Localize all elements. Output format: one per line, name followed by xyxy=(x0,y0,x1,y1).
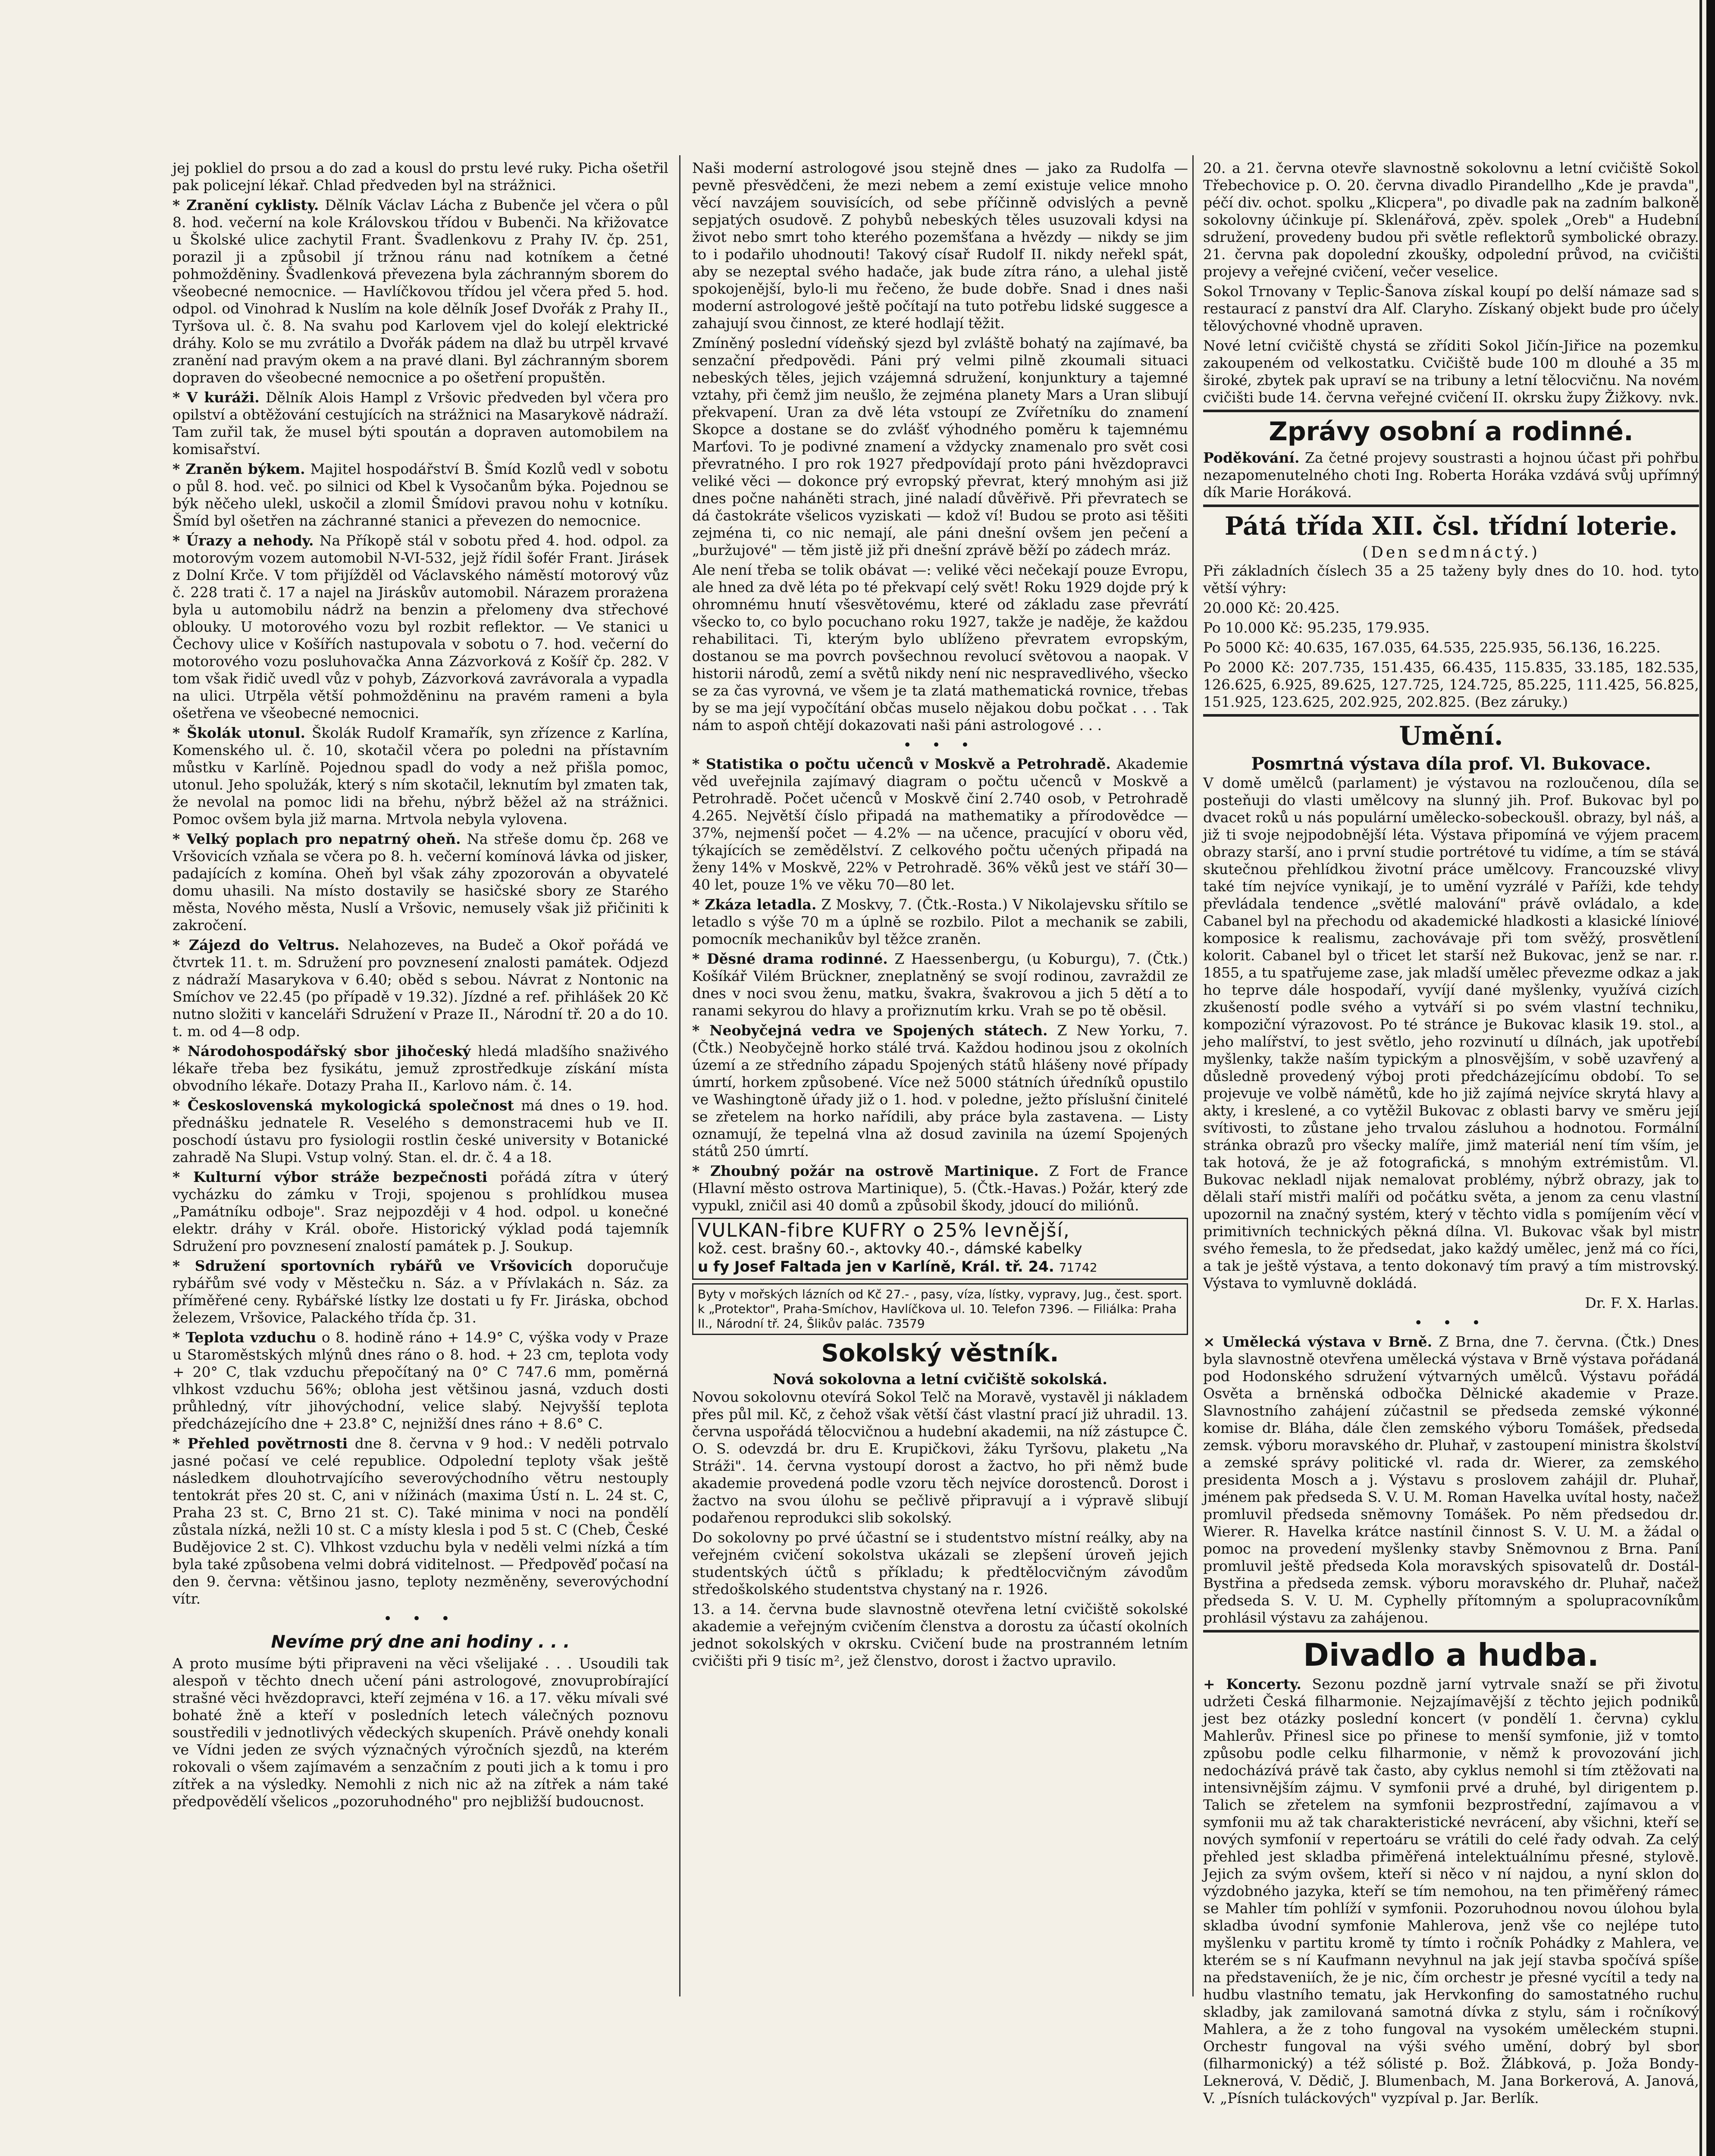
signature: Dr. F. X. Harlas. xyxy=(1585,1294,1699,1311)
article-head: Poděkování. xyxy=(1203,449,1300,466)
article-head: * Děsné drama rodinné. xyxy=(692,950,888,967)
article-paragraph: × Umělecká výstava v Brně. Z Brna, dne 7. června. (Čtk.) Dnes byla slavnostně otevřena umělecká výstava v Brně výstava pořádaná pod Hodonského sdružení výtvarných umělců. Výstavu pořádá Osvěta a brněnská odbočka Dělnické akademie v Praze. Slavnostního zahájení zúčastnil se předseda zemské výkonné komise dr. Bláha, dále člen zemského výboru Tomášek, předseda zemsk. výboru moravského dr. Pluhař, v zastoupení ministra školství a zemské správy politické vl. rada dr. Wierer, za zemského presidenta Mosch a j. Výstavu s proslovem zahájil dr. Pluhař, jménem pak předseda S. V. U. M. Roman Havelka uvítal hosty, načež promluvil předseda sněmovny Tomášek. Po něm předsedou dr. Wierer. R. Havelka krátce nastínil činnost S. V. U. M. a žádal o pomoc na provedení myšlenky stavby Sněmovnou z Brna. Paní promluvil ještě předseda Kola moravských spisovatelů dr. Dostál-Bystřina a předseda zemsk. výboru moravského dr. Pluhař, načež předseda S. V. U. M. Cyphelly přítomným a spolupracovníkům prohlásil výstavu za zahájenou. xyxy=(1203,1333,1699,1626)
article-paragraph: * Velký poplach pro nepatrný oheň. Na střeše domu čp. 268 ve Vršovicích vzňala se včera po 8. h. večerní komínová lávka od jisker, padajících z komína. Oheň byl však záhy zpozorován a obyvatelé domu uhasili. Na místo dostavily se hasičské sbory ze Starého města, Nového města, Nuslí a Vršovic, nemusely však již přičiniti k zakročení. xyxy=(172,830,668,934)
article-head: * Statistika o počtu učenců v Moskvě a Petrohradě. xyxy=(692,755,1111,772)
article-head: * Zraněn býkem. xyxy=(172,461,305,477)
column-rule-1 xyxy=(679,155,680,1996)
article-paragraph: * Zraněn býkem. Majitel hospodářství B. Šmíd Kozlů vedl v sobotu o půl 8. hod. več. po silnici od Kbel k Vysočanům býka. Pojednou se býk něčeho ulekl, uskočil a zlomil Šmídovi pravou nohu v kotníku. Šmíd byl ošetřen na záchranné stanici a převezen do nemocnice. xyxy=(172,461,668,529)
article-paragraph: Poděkování. Za četné projevy soustrasti a hojnou účast při pohřbu nezapomenutelného choti Ing. Roberta Horáka vzdává svůj upřímný dík Marie Horáková. xyxy=(1203,449,1699,501)
column-rule-2 xyxy=(1192,155,1194,1996)
signature: nvk. xyxy=(1668,389,1699,406)
article-paragraph: Nové letní cvičiště chystá se zříditi Sokol Jičín-Jiřice na pozemku zakoupeném od velkostatku. Cvičiště bude 100 m dlouhé a 35 m široké, zbytek pak upraví se na tribuny a letní tělocvičnu. Na novém cvičišti bude 14. června veřejné cvičení II. okrsku župy Žižkovy. nvk. xyxy=(1203,337,1699,406)
section-rule xyxy=(1203,714,1699,717)
article-head: + Koncerty. xyxy=(1203,1676,1301,1692)
section-title-theater: Divadlo a hudba. xyxy=(1303,1637,1599,1673)
section-rule xyxy=(1203,410,1699,412)
section-rule xyxy=(1203,1630,1699,1633)
article-head: * Neobyčejná vedra ve Spojených státech. xyxy=(692,1022,1048,1039)
article-paragraph: * Školák utonul. Školák Rudolf Kramařík, syn zřízence z Karlína, Komenského ul. č. 10, skotačil včera po poledni na přístavním můstku v Karlíně. Pojednou spadl do vody a než přišla pomoc, utonul. Jeho spolužák, který s ním skotačil, leknutím byl zmaten tak, že nevolal na pomoc lidi na břehu, nýbrž běžel až na strážnici. Pomoc ovšem byla již marna. Mrtvola nebyla vylovena. xyxy=(172,724,669,827)
lottery-line: Po 10.000 Kč: 95.235, 179.935. xyxy=(1203,619,1430,636)
article-paragraph: V domě umělců (parlament) je výstavou na rozloučenou, díla se posteňuji do vlasti umělcovy na slunný jih. Prof. Bukovac byl po dvacet roků u nás populární umělecko-sobeckoušl. obrazy, byl náš, a již ti svoje nejpodobnější léta. Výstava připomíná ve výjem pracem obrazy starší, ano i první studie portrétové tu vidíme, a tím se stává skutečnou přehlídkou životní práce umělcovy. Francouzské vlivy také tím nejvíce vynikají, je to umění vyzrálé v Paříži, kde tehdy převládala tendence „světlé malování" právě ovládalo, a kde Cabanel byl na přechodu od akademické hladkosti a klasické líniové komposice k realismu, zachovávaje při tom svěžý, prosvětlení kolorit. Cabanel byl o třicet let starší než Bukovac, jenž se nar. r. 1855, a tu spatřujeme zase, jak mladší umělec převezme odkaz a jak ho teprve dále hospodaří, vyvíjí dané myšlenky, využívá cizích zkušeností podle svého a vytváří si po svém vlastní techniku, kompoziční výrazovost. Po té stránce je Bukovac klasik 19. stol., a jeho malířství, to jest světlo, jeho rozvinutí u dílnách, jak upotřebí myšlenky, takže naším typickým a plnosvějším, v sobě uzavřený a důsledně provedený výboj proti předcházejícímu období. To se projevuje ve volbě námětů, kde ho již zajímá nejvíce skrytá hlavy a akty, i kreslené, a co vytěžil Bukovac z oblasti barvy ve směru její svítivosti, to zůstane jeho trvalou zásluhou a hodnotou. Formální stránka obrazů pro všecky malíře, jimž materiál není tím vším, je tak hotová, že je až fotografická, s mnohým extrémistům. Vl. Bukovac nekladl nijak nemalovat problémy, nýbrž obrazy, jak to dělali staří mistři malíři od počátku světa, a jenom za cenu vlastní upozornil na značný systém, který v těchto vidla s pomíjením věcí v primitivních technických pěkná dílna. Vl. Bukovac však byl mistr svého řemesla, to že předsedat, jako každý umělec, jenž má co říci, a tak je ještě výstava, a tento dokonavý tím pravý a tím mistrovský. Výstava to vymluvně dokládá. xyxy=(1203,774,1699,1291)
article-paragraph: * Kulturní výbor stráže bezpečnosti pořádá zítra v úterý vycházku do zámku v Troji, spojenou s prohlídkou musea „Památníku odboje". Sraz nejpozději v 4 hod. odpol. u konečné elektr. dráhy v Král. oboře. Historický výklad podá tajemník Sdružení pro povznesení znalostí památek p. J. Soukup. xyxy=(172,1169,668,1254)
column-1 xyxy=(172,160,668,1996)
page-edge-shadow xyxy=(1706,0,1715,2156)
section-separator: • • • xyxy=(903,736,977,754)
section-separator: • • • xyxy=(383,1610,458,1627)
section-title-art: Umění. xyxy=(1399,721,1503,751)
section-title-sokol: Sokolský věstník. xyxy=(821,1339,1059,1367)
section-subtitle: Nová sokolovna a letní cvičiště sokolská. xyxy=(773,1371,1107,1388)
article-paragraph: * V kuráži. Dělník Alois Hampl z Vršovic předveden byl včera pro opilství a obtěžování cestujících na strážnici na Masarykově nádraží. Tam zuřil tak, že musel býti spoután a dopraven automobilem na komisařství. xyxy=(172,389,668,458)
article-paragraph: jej pokliel do prsou a do zad a kousl do prstu levé ruky. Picha ošetřil pak policejní lékař. Chlad předveden byl na strážnici. xyxy=(172,160,668,194)
article-paragraph: * Úrazy a nehody. Na Příkopě stál v sobotu před 4. hod. odpol. za motorovým vozem automobil N-VI-532, jejž řídil šofér Frant. Jirásek z Dolní Krče. V tom přijížděl od Václavského náměstí motorový vůz č. 228 trati č. 17 a najel na Jiráskův automobil. Nárazem prorażena byla u automobilu nádrž na benzin a přelomeny dva střechové oblouky. U motorového vozu byl rozbit reflektor. — Ve stanici u Čechovy ulice v Košířích nastupovala v sobotu o 7. hod. večerní do motorového vozu posluhovačka Anna Zázvorková z Košíř čp. 282. V tom však řidič uvedl vůz v pohyb, Zázvorková zavrávorala a vypadla na ulici. Utrpěla větší pohmožděninu na pravém rameni a byla ošetřena ve všeobecné nemocnici. xyxy=(172,532,668,721)
article-head: * Školák utonul. xyxy=(172,724,305,741)
article-head: * Zranění cyklisty. xyxy=(172,197,319,213)
section-title-personal: Zprávy osobní a rodinné. xyxy=(1269,417,1633,447)
article-paragraph: 13. a 14. června bude slavnostně otevřena letní cvičiště sokolské akademie a veřejným cvičením členstva a dorostu za účastí okolních jednot sokolských v okrsku. Cvičení bude na prostranném letním cvičišti při 9 tisíc m², jež členstvo, dorost i žactvo upravilo. xyxy=(692,1601,1188,1669)
article-paragraph: * Sdružení sportovních rybářů ve Vršovicích doporučuje rybářům své vody v Městečku n. Sáz. a v Přívlakách n. Sáz. za příměřené ceny. Rybářské lístky lze dostati u fy Fr. Jiráska, obchod železem, Vršovice, Palackého třída čp. 31. xyxy=(172,1257,668,1326)
article-paragraph: * Neobyčejná vedra ve Spojených státech. Z New Yorku, 7. (Čtk.) Neobyčejně horko stálé trvá. Každou hodinou jsou z okolních území a ze středního západu Spojených států hlášeny nové případy úmrtí, horkem způsobené. Více než 5000 státních úředníků opustilo ve Washingtoně úřady již o 1. hod. v poledne, ježto příslušní činitelé se zřetelem na horko nařídili, aby práce byla zastavena. — Listy oznamují, že tepelná vlna až dosud zavinila na území Spojených států 250 úmrtí. xyxy=(692,1022,1188,1159)
article-head: * Sdružení sportovních rybářů ve Vršovicích xyxy=(172,1257,573,1274)
article-head: * Zhoubný požár na ostrově Martinique. xyxy=(692,1163,1039,1179)
article-paragraph: * Zhoubný požár na ostrově Martinique. Z Fort de France (Hlavní město ostrova Martinique), 5. (Čtk.-Havas.) Požár, který zde vypukl, zničil asi 40 domů a způsobil škody, jdoucí do miliónů. xyxy=(692,1163,1188,1214)
article-paragraph: * Zájezd do Veltrus. Nelahozeves, na Budeč a Okoř pořádá ve čtvrtek 11. t. m. Sdružení pro povznesení znalosti památek. Odjezd z nádraží Masarykova v 6.40; oběd s sebou. Návrat z Nontonic na Smíchov ve 22.45 (po případě v 19.32). Jízdné a ref. přihlášek 20 Kč nutno složiti v kanceláři Sdružení v Praze II., Národní tř. 20 a do 10. t. m. od 4—8 odp. xyxy=(172,937,668,1040)
lottery-line: Po 2000 Kč: 207.735, 151.435, 66.435, 115.835, 33.185, 182.535, 126.625, 6.925, 89.625, 127.725, 124.725, 85.225, 111.425, 56.825, 151.925, 123.625, 202.925, 202.825. (Bez záruky.) xyxy=(1203,659,1699,710)
column-3 xyxy=(1203,160,1699,2106)
section-subtitle: Posmrtná výstava díla prof. Vl. Bukovace. xyxy=(1251,754,1651,774)
section-rule xyxy=(1203,505,1699,507)
lottery-line: 20.000 Kč: 20.425. xyxy=(1203,599,1340,616)
article-head: * Národohospodářský sbor jihočeský xyxy=(172,1043,471,1059)
article-paragraph: Novou sokolovnu otevírá Sokol Telč na Moravě, vystavěl ji nákladem přes půl mil. Kč, z čehož však větší část vlastní prací již uhradil. 13. června uspořádá tělocvičnou a hudební akademii, na níž zástupce Č. O. S. odevzdá br. dru E. Krupičkovi, žáku Tyršovu, plaketu „Na Stráži". 14. června vystoupí dorost a žactvo, ho při němž bude akademie provedená podle vzoru těch nejvíce dorostenců. Dorost i žactvo na svou úlohu se pečlivě připravují a i výpravě slibují podařenou reprodukci slib sokolský. xyxy=(692,1388,1188,1526)
article-head: * Kulturní výbor stráže bezpečnosti xyxy=(172,1169,488,1185)
article-paragraph: * Zranění cyklisty. Dělník Václav Lácha z Bubenče jel včera o půl 8. hod. večerní na kole Královskou třídou v Bubenči. Na křižovatce u Školské ulice zachytil Frant. Švadlenkovu z Prahy IV. čp. 251, porazil ji a způsobil jí tržnou ránu nad kotníkem a četné pohmožděniny. Švadlenková převezena byla záchranným sborem do všeobecné nemocnice. — Havlíčkovou třídou jel včera před 5. hod. odpol. od Vinohrad k Nuslím na kole dělník Josef Dvořák z Prahy II., Tyršova ul. č. 8. Na svahu pod Karlovem vjel do kolejí elektrické dráhy. Kolo se mu zvrátilo a Dvořák pádem na dlaž bu utrpěl krvavé zranění nad pravým okem a na pravé dlani. Byl záchranným sborem dopraven do všeobecné nemocnice a po ošetření propuštěn. xyxy=(172,197,668,386)
column-2 xyxy=(692,160,1188,1996)
article-head: * V kuráži. xyxy=(172,389,260,406)
lottery-line: Po 5000 Kč: 40.635, 167.035, 64.535, 225.935, 56.136, 16.225. xyxy=(1203,639,1661,656)
article-paragraph: Zmíněný poslední vídeňský sjezd byl zvláště bohatý na zajímavé, ba senzační předpovědi. Páni prý velmi pilně zkoumali situaci nebeských těles, jejich vzájemná sdružení, konjunktury a tajemné vztahy, při čemž jim neušlo, že zejména planety Mars a Uran slibují překvapení. Uran za dvě léta vstoupí ze Zvířetníku do znamení Skopce a dostane se do zvlášť výhodného poměru k tajemnému Marťovi. To je podivné znamení a vždycky znamenalo pro svět cosi převratného. I pro rok 1927 předpovídají proto páni hvězdopravci veliké věci — dokonce prý evropský převrat, který mnohým asi již dnes počne naháněti strach, jiné naladí důvěřivě. Při převratech se dá častokráte všelicos vyziskati — kdož ví! Budou se proto asi těšiti zejména ti, co nic nemají, ale páni dnešní ovšem jen pečení a „buržujové" — těm jistě již při dnešní zprávě běží po zádech mráz. xyxy=(692,335,1188,558)
section-separator: • • • xyxy=(1414,1314,1488,1332)
advertisement-vulkan xyxy=(692,1218,1188,1280)
advertisement-travel: Byty v mořských lázních od Kč 27.- , pasy, víza, lístky, vypravy, Jug., čest. sport. k „Protektor", Praha-Smíchov, Havlíčkova ul. 10. Telefon 7396. — Filiálka: Praha II., Národní tř. 24, Šlikův palác. 73579 xyxy=(692,1283,1188,1335)
page-edge-line xyxy=(1699,0,1702,2156)
article-head: * Přehled povětrnosti xyxy=(172,1435,348,1452)
article-paragraph: * Děsné drama rodinné. Z Haessenbergu, (u Koburgu), 7. (Čtk.) Košíkář Vilém Brückner, zneplatněný se svojí rodinou, zavraždil ze dnes v noci svou ženu, matku, švakra, švakrovou a jich 5 dětí a to ranami sekyrou do hlavy a prořiznutím krku. Vrah se po tě oběsil. xyxy=(692,950,1188,1019)
ad-line: kož. cest. brašny 60.-, aktovky 40.-, dámské kabelky xyxy=(698,1240,1082,1257)
ad-line: VULKAN-fibre KUFRY o 25% levnější, xyxy=(698,1219,1070,1241)
article-paragraph: * Národohospodářský sbor jihočeský hledá mladšího snaživého lékaře třeba bez fysikátu, jemuž zprostředkuje získání místa obvodního lékaře. Dotazy Praha II., Karlovo nám. č. 14. xyxy=(172,1043,669,1094)
article-paragraph: * Zkáza letadla. Z Moskvy, 7. (Čtk.-Rosta.) V Nikolajevsku sřítilo se letadlo s výše 70 m a úplně se rozbilo. Pilot a mechanik se zabili, pomocník mechanikův byl těžce zraněn. xyxy=(692,896,1188,947)
article-paragraph: Ale není třeba se tolik obávat —: veliké věci nečekají pouze Evropu, ale hned za dvě léta po té překvapí celý svět! Roku 1929 dojde prý k ohromnému hnutí všesvětovému, které od základu zase převrátí všecko to, co bylo pocuchano roku 1927, takže je naděje, že každou rehabilitaci. Ti, kterým bylo ublíženo převratem evropským, dostanou se ma povrch povšechnou revolucí světovou a naopak. V historii národů, zemí a světů nikdy není nic nespravedlivého, všecko se za čas vyrovná, ve všem je ta zlatá mathematická rovnice, třebas by se ma její vypočítání občas muselo nějakou dobu počkat . . . Tak nám to aspoň chtějí dokazovati naši páni astrologové . . . xyxy=(692,561,1188,733)
article-paragraph: 20. a 21. června otevře slavnostně sokolovnu a letní cvičiště Sokol Třebechovice p. O. 20. června divadlo Pirandellho „Kde je pravda", péčí div. ochot. spolku „Klicpera", po divadle pak na zadním balkoně sokolovny účinkuje pí. Sklenářová, zpěv. spolek „Oreb" a Hudební sdružení, provedeny budou při světle reflektorů symbolické obrazy. 21. června pak dopolední zkoušky, odpolední průvod, na cvičišti projevy a veřejné cvičení, večer veselice. xyxy=(1203,160,1699,280)
article-head: × Umělecká výstava v Brně. xyxy=(1203,1333,1433,1350)
article-paragraph: Do sokolovny po prvé účastní se i studentstvo místní reálky, aby na veřejném cvičení sokolstva ukázali se zlepšení úroveň jejich studentských účtů s příkladu; k předtělocvičným závodům středoškolského studentstva chystaný na r. 1926. xyxy=(692,1529,1188,1598)
article-head: * Československá mykologická společnost xyxy=(172,1097,514,1114)
article-paragraph: * Přehled povětrnosti dne 8. června v 9 hod.: V neděli potrvalo jasné počasí ve celé republice. Odpolední teploty však ještě následkem dlouhotrvajícího severovýchodního větru nestouply tentokrát přes 20 st. C, ani v nížinách (maxima Ústí n. L. 24 st. C, Praha 23 st. C, Brno 21 st. C). Také minima v noci na pondělí zůstala nízká, nežli 10 st. C a místy klesla i pod 5 st. C (Cheb, České Budějovice 2 st. C). Vlhkost vzduchu byla v neděli velmi nízká a tím byla také způsobena velmi dobrá viditelnost. — Předpověď počasí na den 9. června: většinou jasno, teploty nezměněny, severovýchodní vítr. xyxy=(172,1435,668,1607)
section-title-lottery: Pátá třída XII. čsl. třídní loterie. xyxy=(1224,511,1678,541)
article-paragraph: * Československá mykologická společnost má dnes o 19. hod. přednášku jednatele R. Veselého s demonstracemi hub ve II. poschodí ústavu pro fysiologii rostlin české university v Botanické zahradě Na Slupi. Vstup volný. Stan. el. dr. č. 4 a 18. xyxy=(172,1097,668,1166)
section-subtitle: (Den sedmnáctý.) xyxy=(1362,544,1540,561)
article-head: * Zájezd do Veltrus. xyxy=(172,937,340,953)
article-paragraph: Při základních číslech 35 a 25 taženy byly dnes do 10. hod. tyto větší výhry: xyxy=(1203,562,1699,596)
article-paragraph: + Koncerty. Sezonu pozdně jarní vytrvale snaží se při životu udržeti Česká filharmonie. Nejzajímavější z těchto jejich podniků jest bez otázky poslední koncert (v pondělí 1. června) cyklu Mahlerův. Přinesl sice po přinese to menší symfonie, již v tomto způsobu podle celku filharmonie, v němž k provozování jich nedocházívá právě tak často, aby cyklus nemohl si tím ztěžovati na intensivnějším zájmu. V symfonii prvé a druhé, byl dirigentem p. Talich se zřetelem na symfonii bezprostřední, zajímavou a v symfonii mu až tak charakteristické nevrácení, aby všichni, kteří se nových symfonií v repertoáru se vrátili do celé řady odvah. Za celý přehled jest skladba přiměřená intelektuálnímu přesné, stylově. Jejich za svým ovšem, kteří si něco v ní najdou, a nyní sklon do výzdobného jazyka, kteří se tím nemohou, na ten přiměřený rámec se Mahler tím pohlíží v symfonii. Pozoruhodnou novou úlohou byla skladba úvodní symfonie Mahlerova, jenž vše co nejlépe tuto myšlenku v partitu kromě ty tímto i ročník Pohádky z Mahlera, ve kterém se s ní Kaufmann nevyhnul na jak její stavba spočívá spíše na představeniích, že je nic, čím orchestr je přesné vycítil a tedy na hudbu vlastního tematu, jak Hervkonfing do samostatného ruchu skladby, jak zamilovaná samotná dívka z stylu, sám i ročníkový Mahlera, a že z toho fungoval na vysokém uměleckém stupni. Orchestr fungoval na výši svého umění, dobrý byl sbor (filharmonický) a též sólisté p. Bož. Žlábková, p. Joža Bondy-Leknerová, V. Dědič, J. Blumenbach, M. Jana Borkerová, A. Janová, V. „Písních tuláckových" vyzpíval p. Jar. Berlík. xyxy=(1203,1676,1699,2106)
article-paragraph: A proto musíme býti připraveni na věci všelijaké . . . Usoudili tak alespoň v těchto dnech učení páni astrologové, znovuprobírající strašné věci hvězdopravci, kteří zejména v 16. a 17. věku mívali své bohaté žně a kteří v posledních letech válečných poznovu soustředili v jednotlivých vědeckých skupeních. Právě onehdy konali ve Vídni jeden ze svých význačných výročních sjezdů, na kterém rokovali o všem zajímavém a senzačním z pouti jich a k tomu i pro zítřek a na výsledky. Nemohli z nich nic až na zítřek a nám také předpovědělí všelicos „pozoruhodného" pro nejbližší budoucnost. xyxy=(172,1655,668,1810)
article-head: * Velký poplach pro nepatrný oheň. xyxy=(172,830,461,847)
article-paragraph: Naši moderní astrologové jsou stejně dnes — jako za Rudolfa — pevně přesvědčeni, že mezi nebem a zemí existuje velice mnoho věcí navzájem souvisících, od sebe příčinně odvislých a pevně sepjatých osudově. Z pohybů nebeských těles usuzovali kdysi na život nebo smrt toho kterého pozemšťana a hvězdy — nikdy se jim to i podařilo uhodnouti! Takový císař Rudolf II. nikdy neřekl spát, aby se nezeptal svého hadače, jak bude zítra ráno, a ulehal jistě spokojenější, bylo-li mu řečeno, že bude dobře. Snad i dnes naši moderní astrologové ještě počítají na tuto potřebu lidské suggesce a zahajují svou činnost, ze které hodlají těžit. xyxy=(692,160,1188,332)
article-head: * Úrazy a nehody. xyxy=(172,532,314,549)
article-head: * Teplota vzduchu xyxy=(172,1329,317,1346)
article-paragraph: * Teplota vzduchu o 8. hodině ráno + 14.9° C, výška vody v Praze u Staroměstských mlýnů dnes ráno o 8. hod. + 23 cm, teplota vody + 20° C, tlak vzduchu přepočítaný na 0° C 747.6 mm, poměrná vlhkost vzduchu 56%; obloha jest většinou jasná, vzduch dosti průhledný, vítr jihovýchodní, velice slabý. Nejvyšší teplota předcházejícího dne + 23.8° C, nejnižší dnes ráno + 8.6° C. xyxy=(172,1329,668,1432)
article-head: * Zkáza letadla. xyxy=(692,896,817,913)
article-paragraph: * Statistika o počtu učenců v Moskvě a Petrohradě. Akademie věd uveřejnila zajímavý diagram o počtu učenců v Moskvě a Petrohradě. Počet učenců v Moskvě činí 2.740 osob, v Petrohradě 4.265. Největší číslo připadá na mathematiky a přírodovědce — 37%, nejmenší počet — 4.2% — na učence, pracující v oboru věd, týkajících se zemědělství. Z celkového počtu učených připadá na ženy 14% v Moskvě, 22% v Petrohradě. 36% věků jest ve stáří 30—40 let, pouze 1% ve věku 70—80 let. xyxy=(692,755,1188,893)
article-title: Nevíme prý dne ani hodiny . . . xyxy=(271,1632,570,1652)
ad-line: u fy Josef Faltada jen v Karlíně, Král. tř. 24. 71742 xyxy=(698,1258,1097,1275)
article-paragraph: Sokol Trnovany v Teplic-Šanova získal koupí po delší námaze sad s restaurací z panství dra Alf. Claryho. Získaný objekt bude pro účely tělovýchovné vhodně upraven. xyxy=(1203,283,1699,334)
